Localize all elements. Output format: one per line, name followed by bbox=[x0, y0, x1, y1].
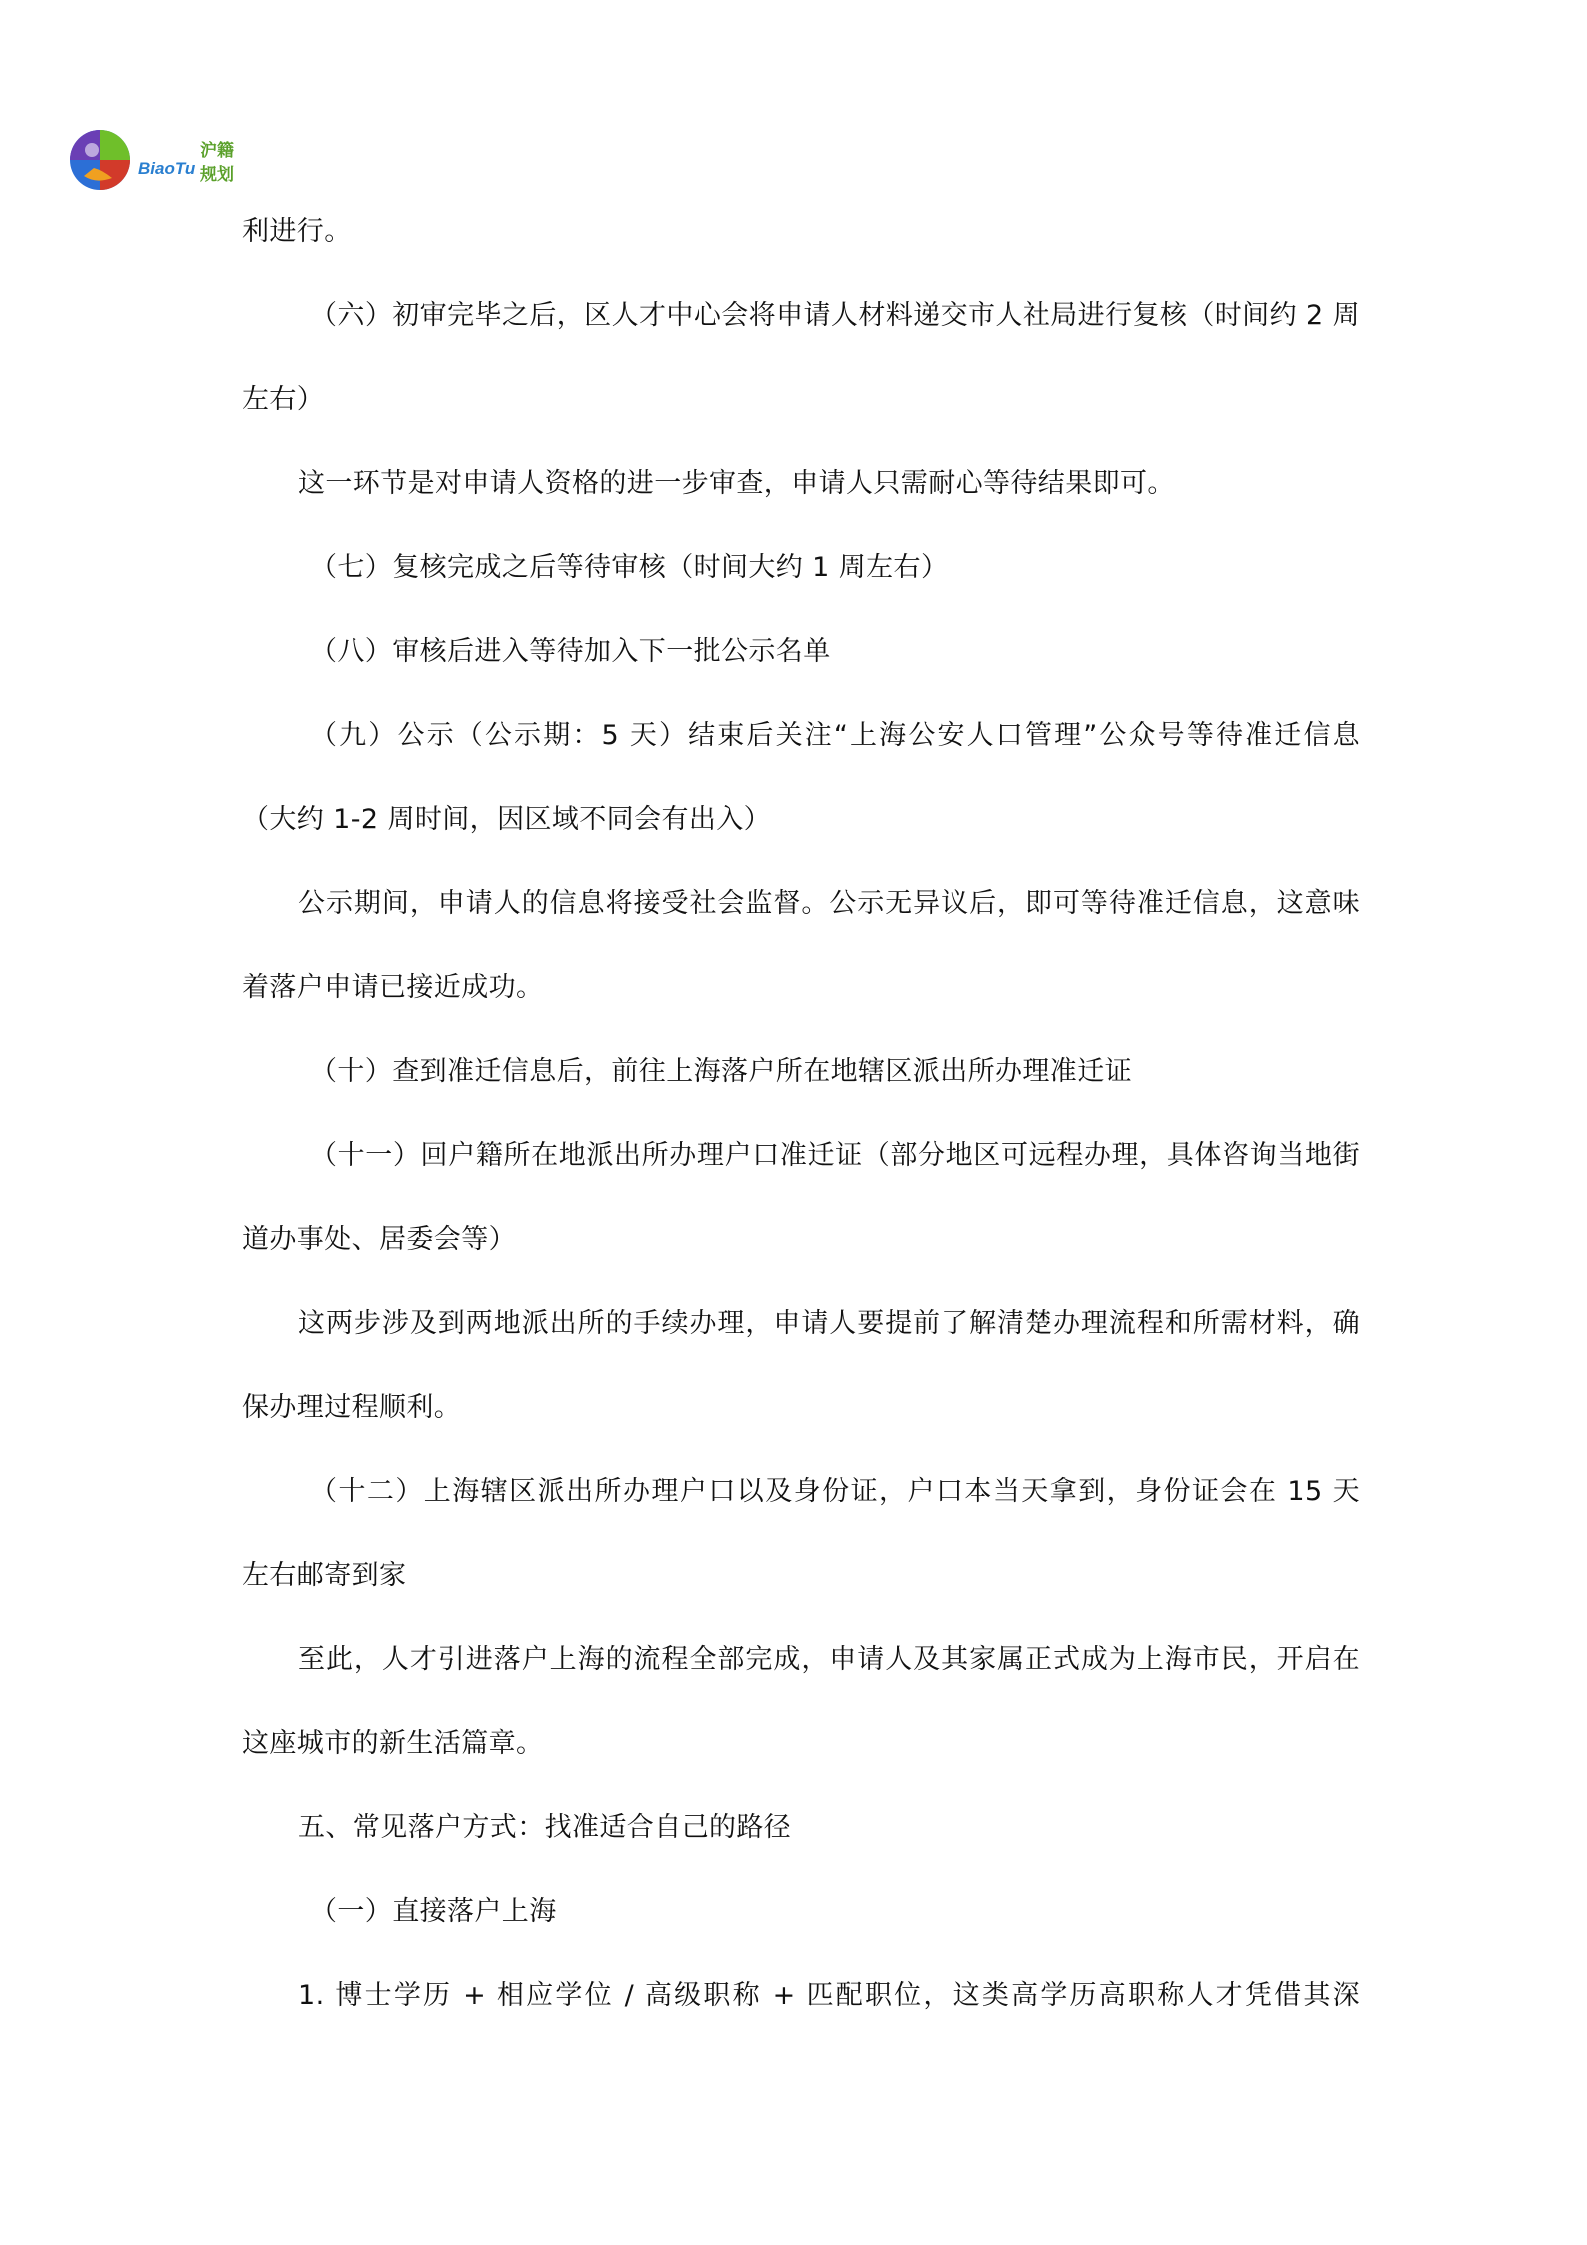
text-line: 保办理过程顺利。 bbox=[242, 1392, 462, 1423]
step-eleven-line: （十一）回户籍所在地派出所办理户口准迁证（部分地区可远程办理，具体咨询当地街 bbox=[310, 1140, 1360, 1171]
company-logo bbox=[66, 124, 246, 194]
text-line: 利进行。 bbox=[242, 216, 352, 247]
logo-brand-latin: BiaoTu bbox=[138, 159, 196, 178]
logo-segment-green bbox=[100, 130, 130, 160]
logo-graphic bbox=[66, 124, 246, 194]
paragraph-line: 这两步涉及到两地派出所的手续办理，申请人要提前了解清楚办理流程和所需材料，确 bbox=[298, 1308, 1360, 1339]
step-six-line: （六）初审完毕之后，区人才中心会将申请人材料递交市人社局进行复核（时间约 2 周 bbox=[310, 300, 1360, 331]
logo-brand-cn-1: 沪籍 bbox=[200, 141, 234, 161]
step-ten-line: （十）查到准迁信息后，前往上海落户所在地辖区派出所办理准迁证 bbox=[310, 1056, 1132, 1087]
text-line: （大约 1-2 周时间，因区域不同会有出入） bbox=[242, 804, 772, 835]
logo-highlight bbox=[85, 143, 99, 157]
paragraph-line: 公示期间，申请人的信息将接受社会监督。公示无异议后，即可等待准迁信息，这意味 bbox=[298, 888, 1360, 919]
text-line: 道办事处、居委会等） bbox=[242, 1224, 516, 1255]
step-nine-line: （九）公示（公示期：5 天）结束后关注“上海公安人口管理”公众号等待准迁信息 bbox=[310, 720, 1360, 751]
step-twelve-line: （十二）上海辖区派出所办理户口以及身份证，户口本当天拿到，身份证会在 15 天 bbox=[310, 1476, 1360, 1507]
logo-brand-cn-2: 规划 bbox=[200, 165, 234, 185]
text-line: 着落户申请已接近成功。 bbox=[242, 972, 544, 1003]
text-line: 这座城市的新生活篇章。 bbox=[242, 1728, 544, 1759]
step-eight-line: （八）审核后进入等待加入下一批公示名单 bbox=[310, 636, 831, 667]
step-seven-line: （七）复核完成之后等待审核（时间大约 1 周左右） bbox=[310, 552, 949, 583]
document-body bbox=[242, 206, 1360, 2054]
paragraph-line: 至此，人才引进落户上海的流程全部完成，申请人及其家属正式成为上海市民，开启在 bbox=[298, 1644, 1360, 1675]
section-heading: 五、常见落户方式：找准适合自己的路径 bbox=[298, 1812, 792, 1843]
paragraph-line: 这一环节是对申请人资格的进一步审查，申请人只需耐心等待结果即可。 bbox=[298, 468, 1175, 499]
list-item-line: 1. 博士学历 + 相应学位 / 高级职称 + 匹配职位，这类高学历高职称人才凭借其深 bbox=[298, 1980, 1360, 2011]
text-line: 左右邮寄到家 bbox=[242, 1560, 407, 1591]
text-line: 左右） bbox=[242, 384, 325, 415]
subsection-heading: （一）直接落户上海 bbox=[310, 1896, 557, 1927]
